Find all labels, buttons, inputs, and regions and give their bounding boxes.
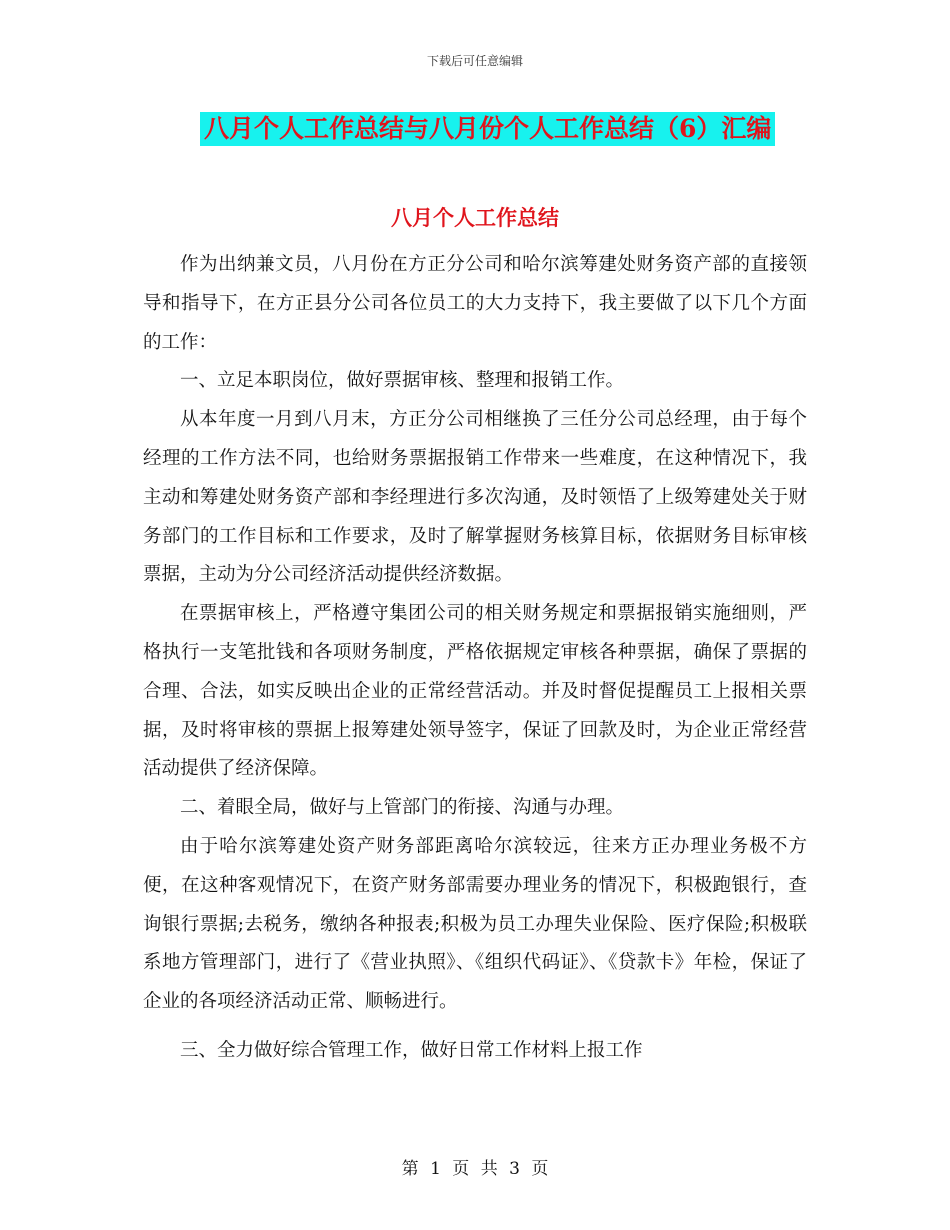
paragraph: 三、全力做好综合管理工作，做好日常工作材料上报工作 <box>180 1039 643 1061</box>
paragraph: 在票据审核上，严格遵守集团公司的相关财务规定和票据报销实施细则，严格执行一支笔批钱和各项财务制度，严格依据规定审核各种票据，确保了票据的合理、合法，如实反映出企业的正常经营活动。并及时督促提醒员工上报相关票据，及时将审核的票据上报筹建处领导签字，保证了回款及时，为企业正常经营活动提供了经济保障。 <box>143 603 807 780</box>
paragraph: 二、着眼全局，做好与上管部门的衔接、沟通与办理。 <box>180 797 625 819</box>
header-note: 下载后可任意编辑 <box>426 54 523 68</box>
page-footer: 第 1 页 共 3 页 <box>401 1159 549 1179</box>
paragraph: 从本年度一月到八月末，方正分公司相继换了三任分公司总经理，由于每个经理的工作方法不同，也给财务票据报销工作带来一些难度，在这种情况下，我主动和筹建处财务资产部和李经理进行多次沟通，及时领悟了上级筹建处关于财务部门的工作目标和工作要求，及时了解掌握财务核算目标，依据财务目标审核票据，主动为分公司经济活动提供经济数据。 <box>143 409 807 586</box>
paragraph: 一、立足本职岗位，做好票据审核、整理和报销工作。 <box>180 370 625 392</box>
document-body <box>143 246 807 1071</box>
document-title: 八月个人工作总结与八月份个人工作总结（6）汇编 <box>200 112 775 146</box>
paragraph: 由于哈尔滨筹建处资产财务部距离哈尔滨较远，往来方正办理业务极不方便，在这种客观情况下，在资产财务部需要办理业务的情况下，积极跑银行，查询银行票据;去税务，缴纳各种报表;积极为员工办理失业保险、医疗保险;积极联系地方管理部门，进行了《营业执照》、《组织代码证》、《贷款卡》年检，保证了企业的各项经济活动正常、顺畅进行。 <box>143 835 807 1013</box>
paragraph: 作为出纳兼文员，八月份在方正分公司和哈尔滨筹建处财务资产部的直接领导和指导下，在方正县分公司各位员工的大力支持下，我主要做了以下几个方面的工作： <box>143 254 807 353</box>
section-title: 八月个人工作总结 <box>391 205 559 230</box>
